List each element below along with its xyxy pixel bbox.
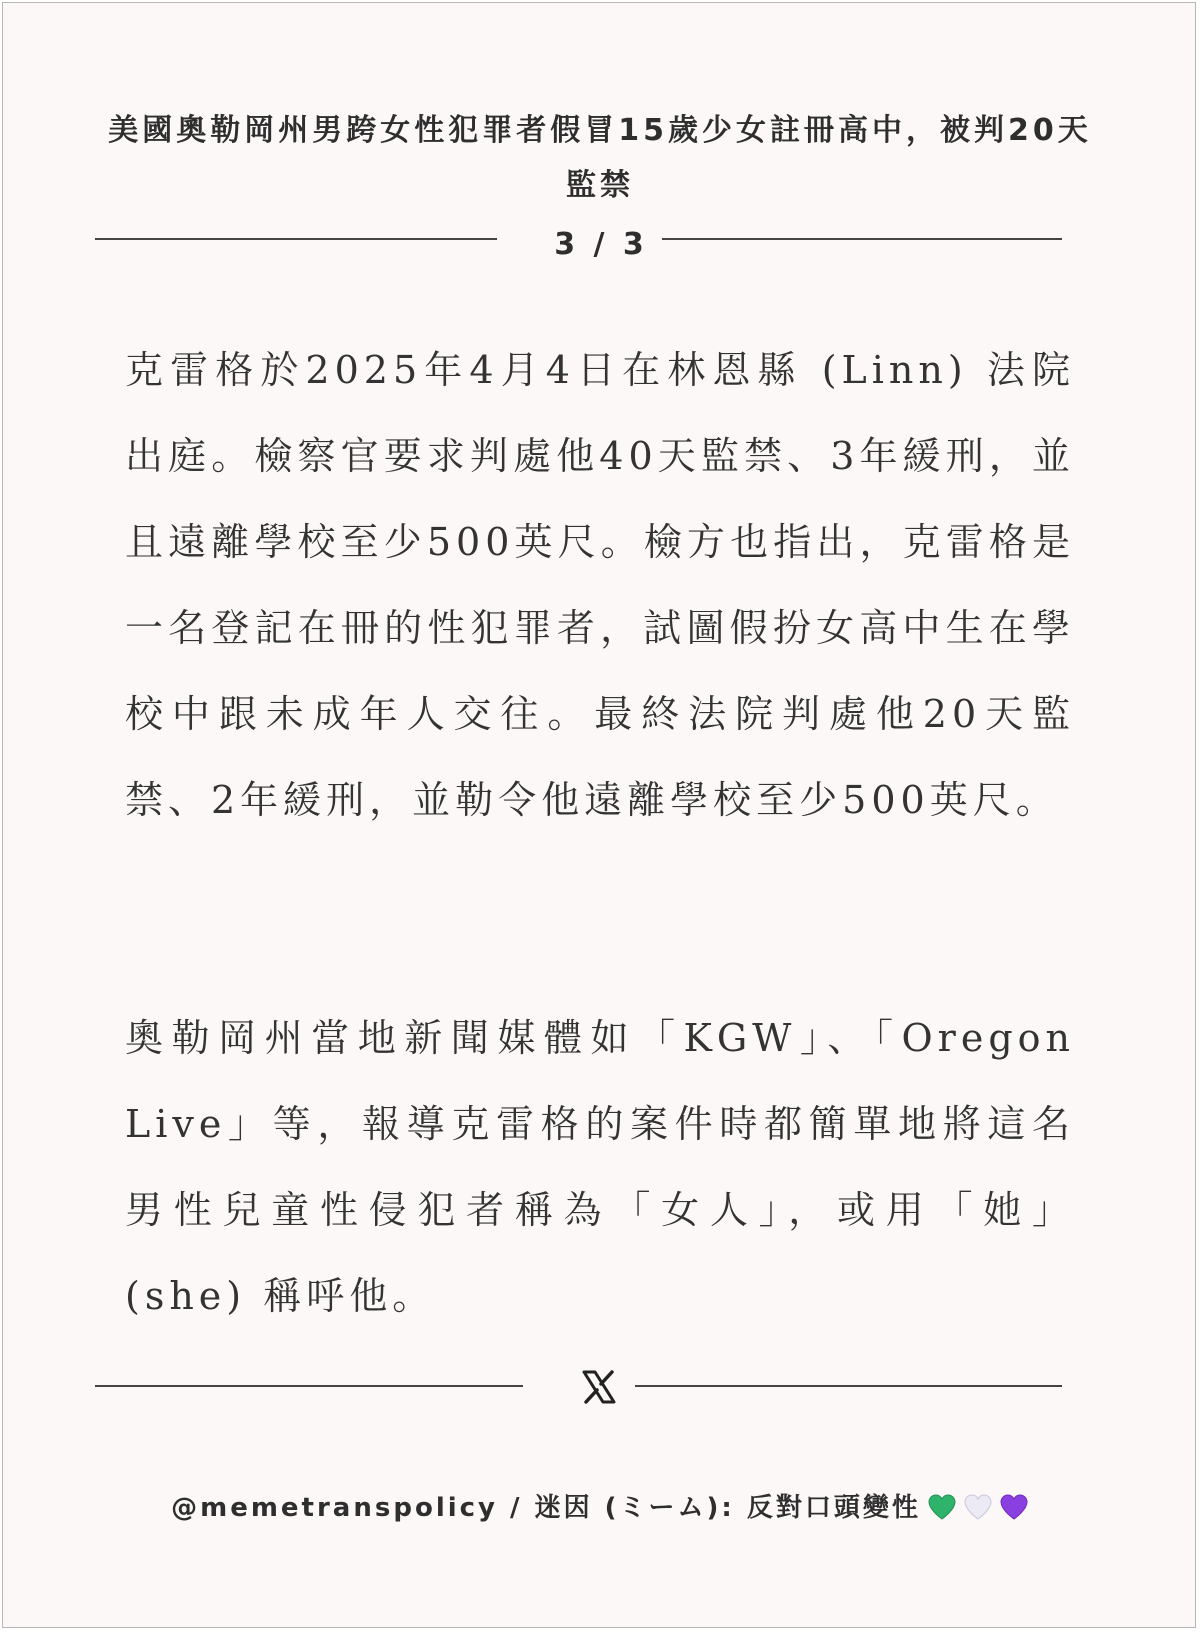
- divider-right-top: [662, 238, 1062, 240]
- divider-left-bottom: [95, 1385, 523, 1387]
- footer-handle: @memetranspolicy / 迷因 (ミーム): 反對口頭變性: [171, 1493, 921, 1523]
- green-heart-icon: [927, 1493, 957, 1521]
- footer-credit: [103, 1488, 1097, 1528]
- paragraph-court-appearance: 克雷格於2025年4月4日在林恩縣 (Linn) 法院出庭。檢察官要求判處他40天監禁、3年緩刑，並且遠離學校至少500英尺。檢方也指出，克雷格是一名登記在冊的性犯罪者，試圖假扮女高中生在學校中跟未成年人交往。最終法院判處他20天監禁、2年緩刑，並勒令他遠離學校至少500英尺。: [125, 348, 1075, 822]
- paragraph-media-coverage: 奧勒岡州當地新聞媒體如「KGW」、「Oregon Live」等，報導克雷格的案件時都簡單地將這名男性兒童性侵犯者稱為「女人」，或用「她」(she) 稱呼他。: [125, 1016, 1075, 1318]
- purple-heart-icon: [999, 1493, 1029, 1521]
- white-heart-icon: [963, 1493, 993, 1521]
- x-logo-icon: [581, 1369, 617, 1405]
- post-card: [2, 2, 1196, 1628]
- post-title: 美國奧勒岡州男跨女性犯罪者假冒15歲少女註冊高中，被判20天監禁: [108, 113, 1092, 203]
- divider-right-bottom: [635, 1385, 1062, 1387]
- page-indicator: 3 / 3: [554, 227, 648, 262]
- divider-left-top: [95, 238, 497, 240]
